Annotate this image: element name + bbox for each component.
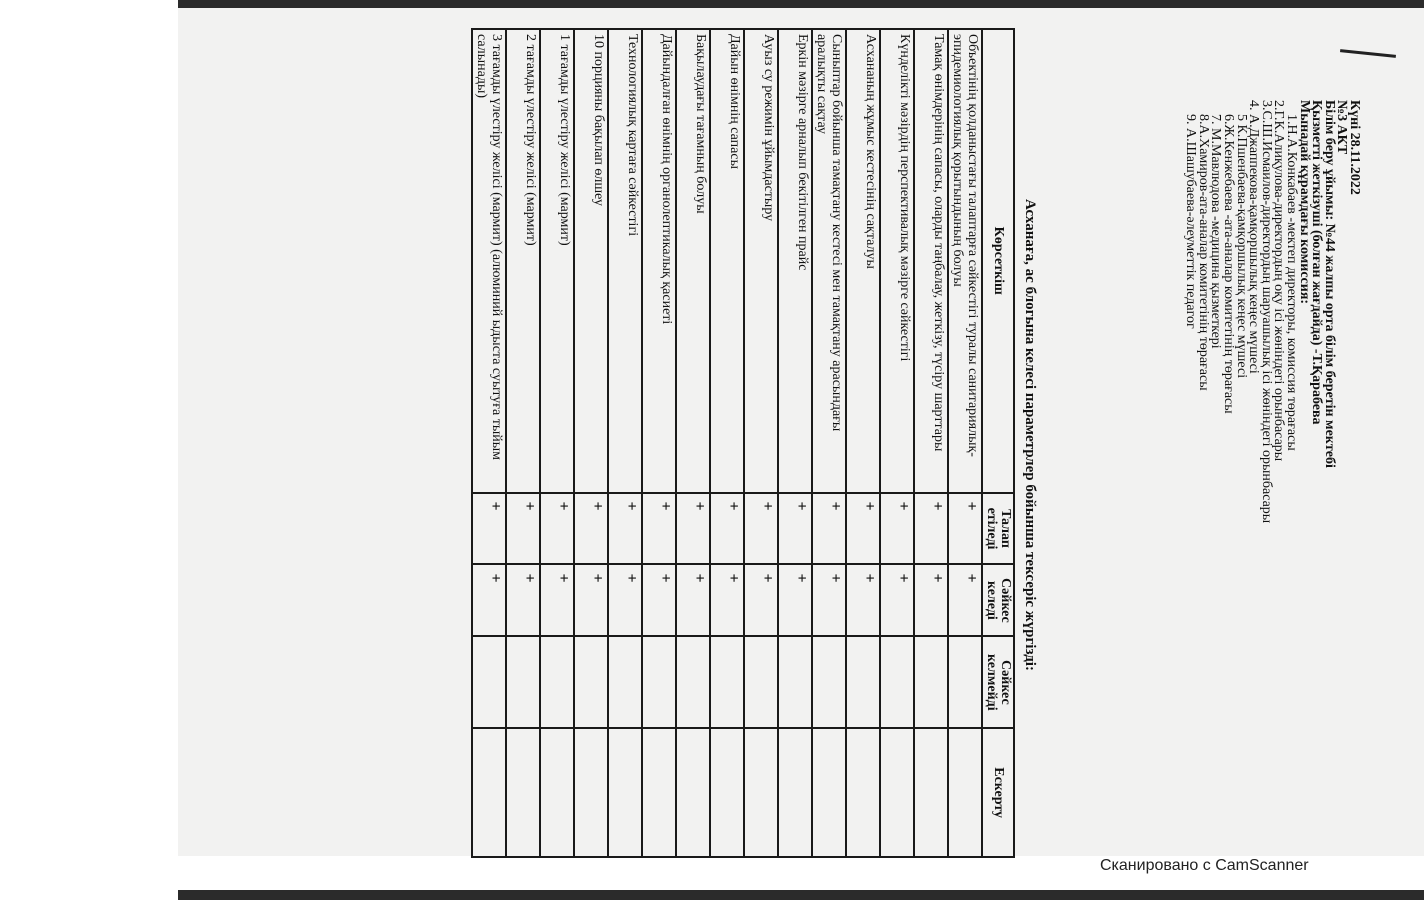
noncompliant-cell bbox=[574, 636, 608, 728]
compliant-cell: + bbox=[948, 564, 982, 636]
header-line: 2.Г.К.Алиқулова-директордың оқу ісі жөніндегі орынбасары bbox=[1271, 100, 1287, 462]
required-cell: + bbox=[710, 493, 744, 565]
compliant-cell: + bbox=[744, 564, 778, 636]
header-line: 8.А.Хамиров-ата-аналар комитетінің төрағасы bbox=[1195, 114, 1211, 391]
table-row bbox=[642, 29, 676, 857]
note-cell bbox=[506, 728, 540, 857]
column-header-compliant: Сәйкес келеді bbox=[982, 564, 1014, 636]
noncompliant-cell bbox=[846, 636, 880, 728]
indicator-cell: Асхананың жұмыс кестесінің сақталуы bbox=[846, 29, 880, 493]
note-cell bbox=[880, 728, 914, 857]
compliant-cell: + bbox=[812, 564, 846, 636]
required-cell: + bbox=[676, 493, 710, 565]
required-cell: + bbox=[948, 493, 982, 565]
noncompliant-cell bbox=[472, 636, 506, 728]
noncompliant-cell bbox=[778, 636, 812, 728]
required-cell: + bbox=[472, 493, 506, 565]
indicator-cell: Технологиялық картаға сәйкестігі bbox=[608, 29, 642, 493]
compliant-cell: + bbox=[642, 564, 676, 636]
table-row bbox=[472, 29, 506, 857]
required-cell: + bbox=[812, 493, 846, 565]
indicator-cell: Бақылаудағы тағамның болуы bbox=[676, 29, 710, 493]
header-line: 5 К.Пшенбаева-қамқоршылық кеңес мүшесі bbox=[1233, 114, 1249, 379]
noncompliant-cell bbox=[812, 636, 846, 728]
compliant-cell: + bbox=[506, 564, 540, 636]
table-row bbox=[574, 29, 608, 857]
header-line: 4. А.Джаппекова-қамқоршылық кеңес мүшесі bbox=[1246, 100, 1262, 374]
note-cell bbox=[642, 728, 676, 857]
note-cell bbox=[778, 728, 812, 857]
table-row bbox=[812, 29, 846, 857]
noncompliant-cell bbox=[540, 636, 574, 728]
noncompliant-cell bbox=[642, 636, 676, 728]
table-row bbox=[540, 29, 574, 857]
table-row bbox=[676, 29, 710, 857]
note-cell bbox=[676, 728, 710, 857]
required-cell: + bbox=[778, 493, 812, 565]
noncompliant-cell bbox=[710, 636, 744, 728]
note-cell bbox=[574, 728, 608, 857]
table-row bbox=[778, 29, 812, 857]
compliant-cell: + bbox=[880, 564, 914, 636]
noncompliant-cell bbox=[914, 636, 948, 728]
note-cell bbox=[744, 728, 778, 857]
indicator-cell: Дайын өнімнің сапасы bbox=[710, 29, 744, 493]
table-row bbox=[948, 29, 982, 857]
indicator-cell: 1 тағамды үлестіру желісі (мармит) bbox=[540, 29, 574, 493]
compliant-cell: + bbox=[540, 564, 574, 636]
table-title: Асханаға, ас блогына келесі параметрлер бойынша тексеріс жүргізді: bbox=[1022, 199, 1038, 671]
inspection-table bbox=[471, 28, 1015, 858]
indicator-cell: Дайындалған өнімнің органолептикалық қасиеті bbox=[642, 29, 676, 493]
compliant-cell: + bbox=[710, 564, 744, 636]
note-cell bbox=[846, 728, 880, 857]
required-cell: + bbox=[880, 493, 914, 565]
note-cell bbox=[710, 728, 744, 857]
header-line: 7. М.Мавлюдова -медицина қызметкері bbox=[1208, 114, 1224, 349]
required-cell: + bbox=[574, 493, 608, 565]
required-cell: + bbox=[608, 493, 642, 565]
note-cell bbox=[472, 728, 506, 857]
header-line: №3 АКТ bbox=[1334, 100, 1350, 155]
noncompliant-cell bbox=[506, 636, 540, 728]
header-line: Білім беру ұйымы: №44 жалпы орта білім беретін мектебі bbox=[1321, 100, 1337, 468]
compliant-cell: + bbox=[608, 564, 642, 636]
table-row bbox=[506, 29, 540, 857]
indicator-cell: Еркін мәзірге арналып бекітілген прайс bbox=[778, 29, 812, 493]
noncompliant-cell bbox=[676, 636, 710, 728]
column-header-indicator: Көрсеткіш bbox=[982, 29, 1014, 493]
header-line: Мынадай құрамдағы комиссия: bbox=[1296, 100, 1312, 305]
noncompliant-cell bbox=[880, 636, 914, 728]
indicator-cell: 2 тағамды үлестіру желісі (мармит) bbox=[506, 29, 540, 493]
header-line: 9. А.Шашубаева-әлеуметтік педагог bbox=[1183, 114, 1199, 329]
header-line: 1.Н.А.Конкабаев -мектеп директоры, комиссия төрағасы bbox=[1284, 114, 1300, 451]
required-cell: + bbox=[540, 493, 574, 565]
table-row bbox=[846, 29, 880, 857]
compliant-cell: + bbox=[846, 564, 880, 636]
table-row bbox=[744, 29, 778, 857]
compliant-cell: + bbox=[778, 564, 812, 636]
note-cell bbox=[608, 728, 642, 857]
noncompliant-cell bbox=[744, 636, 778, 728]
required-cell: + bbox=[642, 493, 676, 565]
document-header bbox=[1184, 100, 1360, 800]
note-cell bbox=[812, 728, 846, 857]
top-dark-bar bbox=[178, 0, 1424, 8]
compliant-cell: + bbox=[472, 564, 506, 636]
table-row bbox=[880, 29, 914, 857]
required-cell: + bbox=[506, 493, 540, 565]
header-line: 3.С.Ш.Исмаилов-директордың шаруашылық ісі жөніндегі орынбасары bbox=[1258, 100, 1274, 524]
note-cell bbox=[948, 728, 982, 857]
column-header-required: Талап етіледі bbox=[982, 493, 1014, 565]
column-header-noncompliant: Сәйкес келмейді bbox=[982, 636, 1014, 728]
rotated-document bbox=[270, 20, 1360, 850]
indicator-cell: Ауыз су режимін ұйымдастыру bbox=[744, 29, 778, 493]
indicator-cell: Сыныптар бойынша тамақтану кестесі мен тамақтану арасындағы аралықты сақтау bbox=[812, 29, 846, 493]
required-cell: + bbox=[744, 493, 778, 565]
required-cell: + bbox=[846, 493, 880, 565]
header-line: Қызметті жеткізуші (болған жағдайда) -Т.Қарабева bbox=[1309, 100, 1325, 425]
noncompliant-cell bbox=[948, 636, 982, 728]
header-line: 6.Ж.Кенжебаева -ата-аналар комитетінің төрағасы bbox=[1221, 114, 1237, 414]
noncompliant-cell bbox=[608, 636, 642, 728]
column-header-note: Ескерту bbox=[982, 728, 1014, 857]
indicator-cell: 3 тағамды үлестіру желісі (мармит) (алюминий ыдыста суытуға тыйым салынады) bbox=[472, 29, 506, 493]
table-row bbox=[914, 29, 948, 857]
table-row bbox=[710, 29, 744, 857]
camscanner-watermark: Сканировано с CamScanner bbox=[1100, 857, 1309, 874]
header-line: Күні 28.11.2022 bbox=[1347, 100, 1362, 195]
table-header-row bbox=[982, 29, 1014, 857]
note-cell bbox=[914, 728, 948, 857]
compliant-cell: + bbox=[574, 564, 608, 636]
indicator-cell: Күнделікті мәзірдің перспективалық мәзірге сәйкестігі bbox=[880, 29, 914, 493]
compliant-cell: + bbox=[676, 564, 710, 636]
indicator-cell: Тамақ өнімдерінің сапасы, оларды таңбалау, жеткізу, түсіру шарттары bbox=[914, 29, 948, 493]
note-cell bbox=[540, 728, 574, 857]
indicator-cell: 10 порцияны бақылап өлшеу bbox=[574, 29, 608, 493]
table-row bbox=[608, 29, 642, 857]
compliant-cell: + bbox=[914, 564, 948, 636]
bottom-dark-bar bbox=[178, 890, 1424, 900]
required-cell: + bbox=[914, 493, 948, 565]
indicator-cell: Объектінің қолданыстағы талаптарға сәйкестігі туралы санитариялық-эпидемиологиялық қорытындының болуы bbox=[948, 29, 982, 493]
